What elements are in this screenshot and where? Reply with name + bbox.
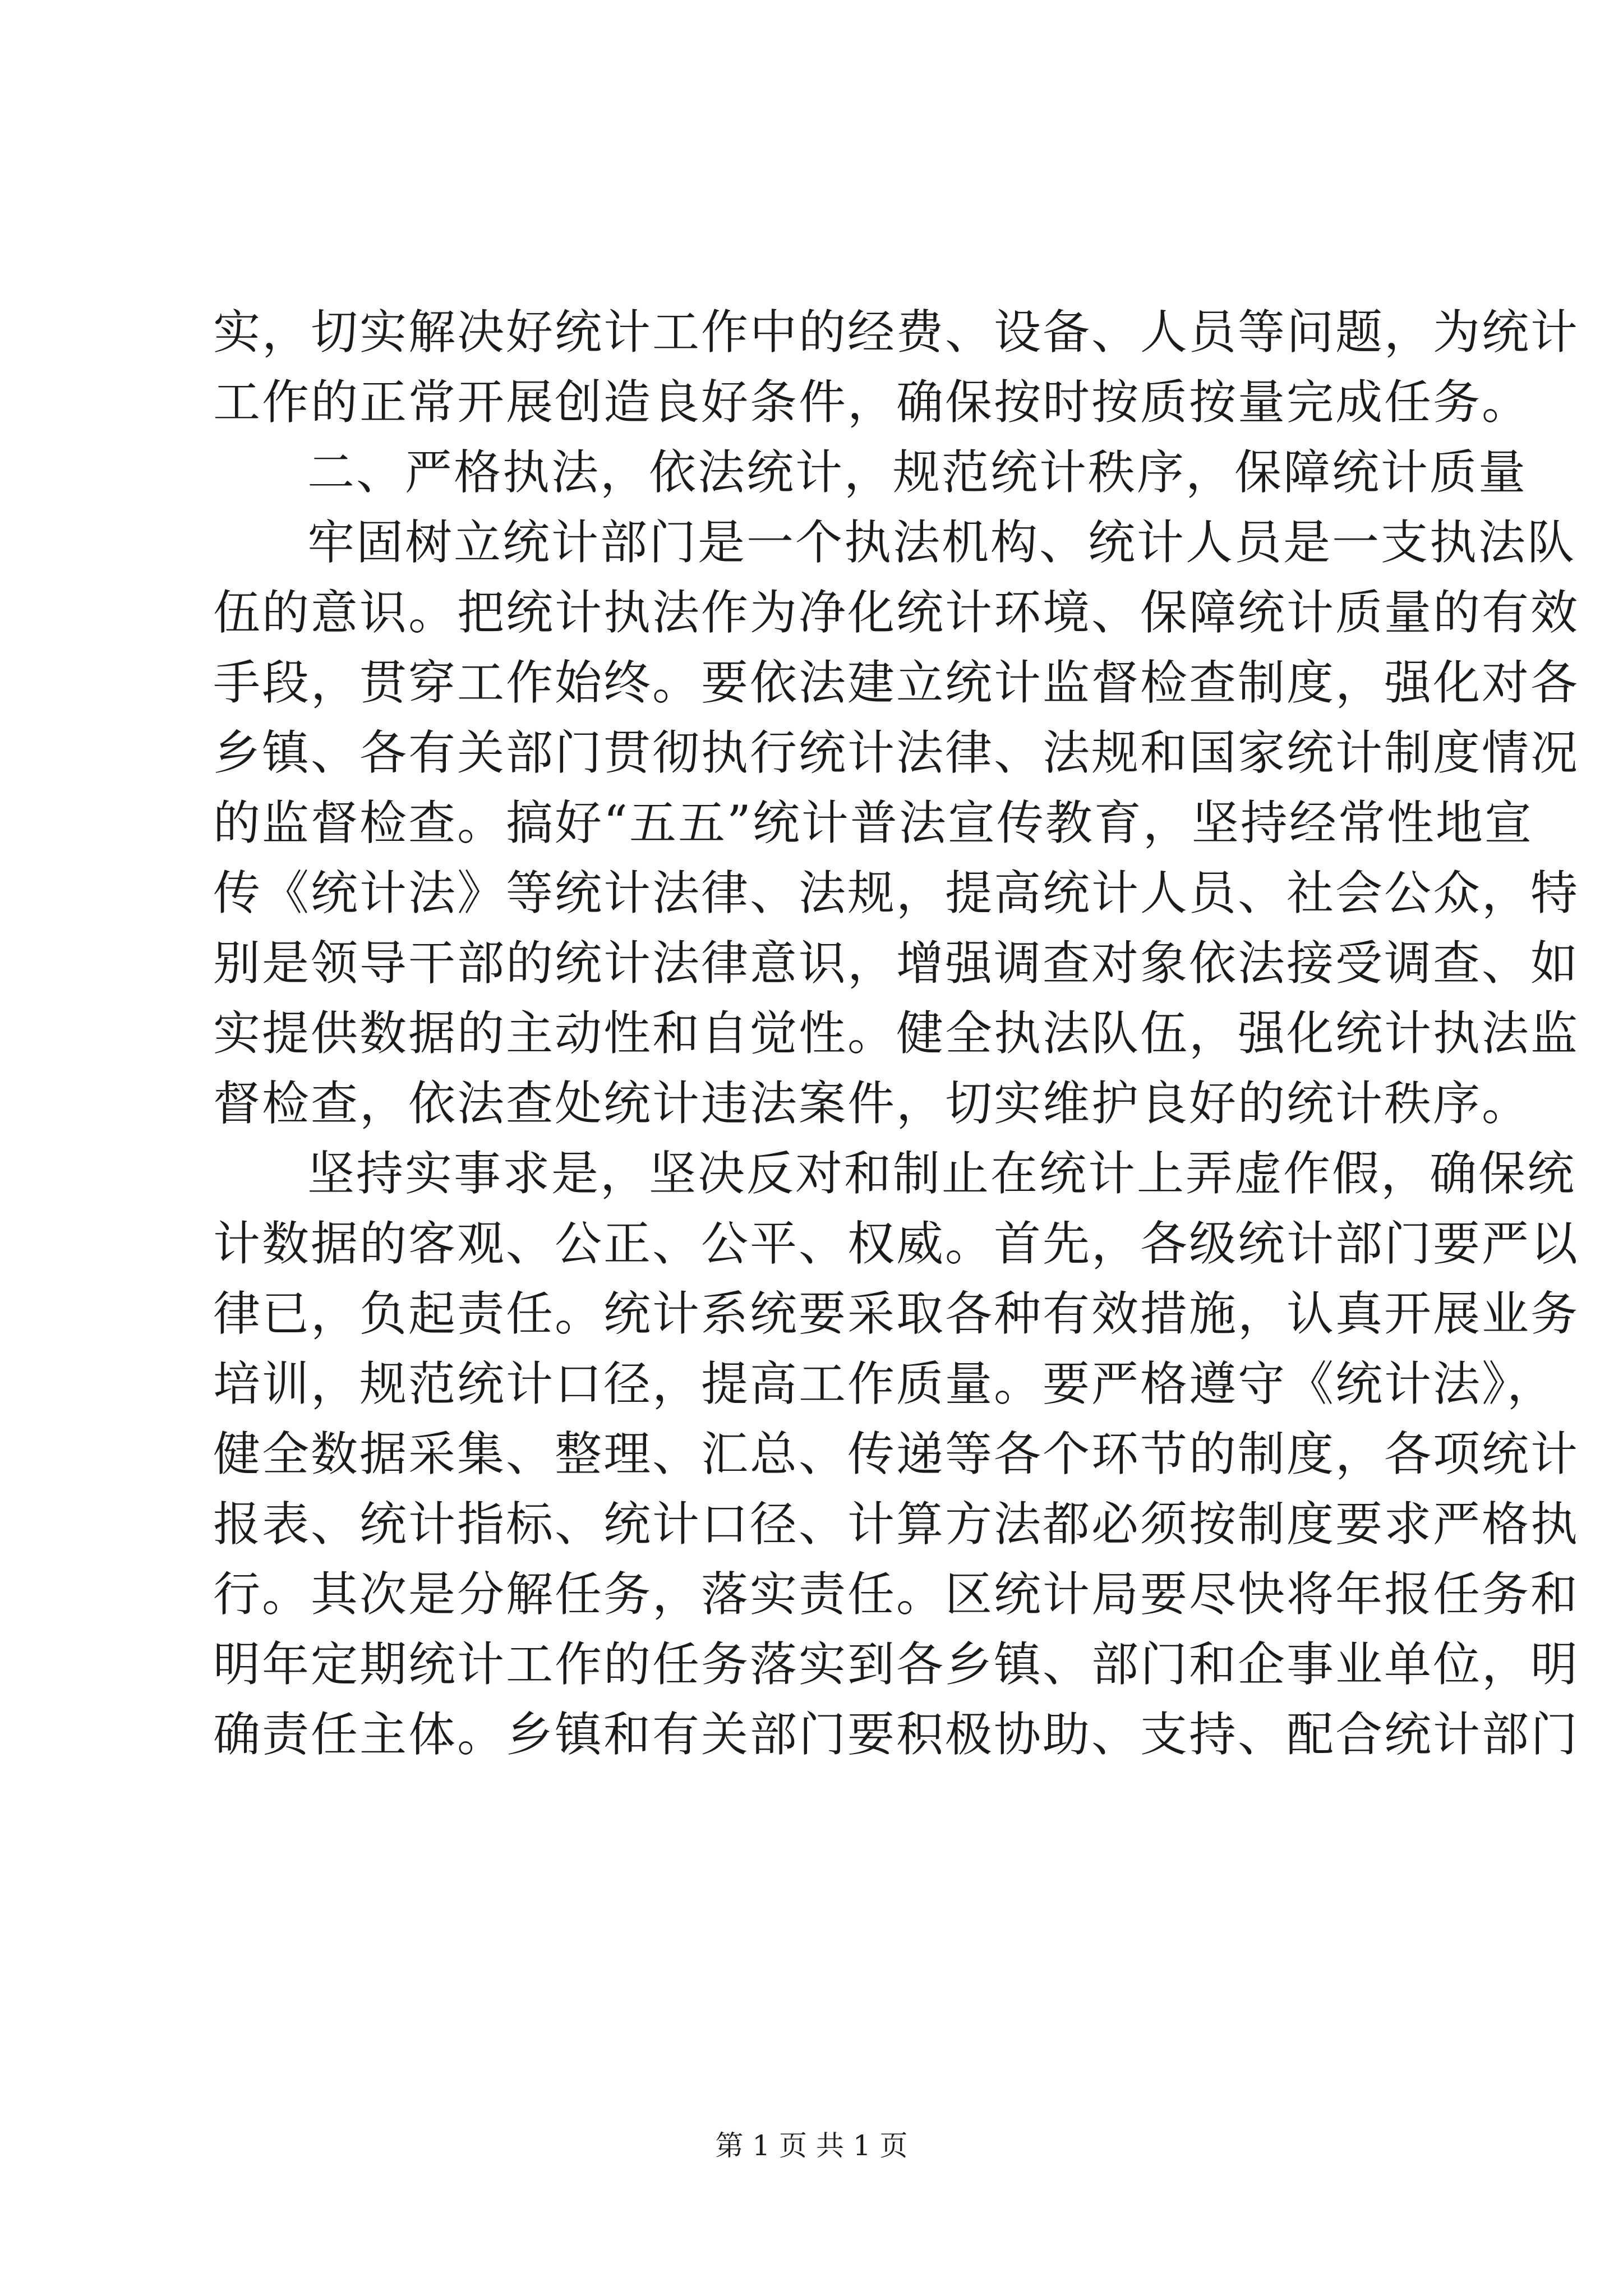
text-line: 乡镇、各有关部门贯彻执行统计法律、法规和国家统计制度情况: [213, 725, 1580, 780]
text-line: 工作的正常开展创造良好条件，确保按时按质按量完成任务。: [213, 375, 1531, 430]
text-line: 行。其次是分解任务，落实责任。区统计局要尽快将年报任务和: [213, 1567, 1580, 1622]
text-line: 的监督检查。搞好“五五”统计普法宣传教育，坚持经常性地宣: [213, 795, 1533, 850]
section-heading: 二、严格执法，依法统计，规范统计秩序，保障统计质量: [307, 445, 1528, 500]
text-line: 别是领导干部的统计法律意识，增强调查对象依法接受调查、如: [213, 936, 1580, 991]
text-line: 计数据的客观、公正、公平、权威。首先，各级统计部门要严以: [213, 1216, 1580, 1271]
text-line: 牢固树立统计部门是一个执法机构、统计人员是一支执法队: [307, 515, 1576, 570]
text-line: 传《统计法》等统计法律、法规，提高统计人员、社会公众，特: [213, 866, 1580, 921]
text-line: 坚持实事求是，坚决反对和制止在统计上弄虚作假，确保统: [307, 1146, 1576, 1201]
text-line: 伍的意识。把统计执法作为净化统计环境、保障统计质量的有效: [213, 585, 1580, 640]
text-line: 健全数据采集、整理、汇总、传递等各个环节的制度，各项统计: [213, 1427, 1580, 1481]
document-body: [213, 297, 1580, 1770]
page-number-footer: 第 1 页 共 1 页: [715, 2129, 908, 2162]
text-line: 手段，贯穿工作始终。要依法建立统计监督检查制度，强化对各: [213, 655, 1580, 710]
text-line: 律已，负起责任。统计系统要采取各种有效措施，认真开展业务: [213, 1286, 1580, 1341]
text-line: 确责任主体。乡镇和有关部门要积极协助、支持、配合统计部门: [213, 1707, 1580, 1762]
text-line: 报表、统计指标、统计口径、计算方法都必须按制度要求严格执: [213, 1497, 1580, 1552]
text-line: 实提供数据的主动性和自觉性。健全执法队伍，强化统计执法监: [213, 1006, 1580, 1061]
text-line: 督检查，依法查处统计违法案件，切实维护良好的统计秩序。: [213, 1076, 1531, 1131]
text-line: 培训，规范统计口径，提高工作质量。要严格遵守《统计法》，: [213, 1356, 1556, 1411]
text-line: 实，切实解决好统计工作中的经费、设备、人员等问题，为统计: [213, 305, 1580, 360]
text-line: 明年定期统计工作的任务落实到各乡镇、部门和企事业单位，明: [213, 1637, 1580, 1692]
